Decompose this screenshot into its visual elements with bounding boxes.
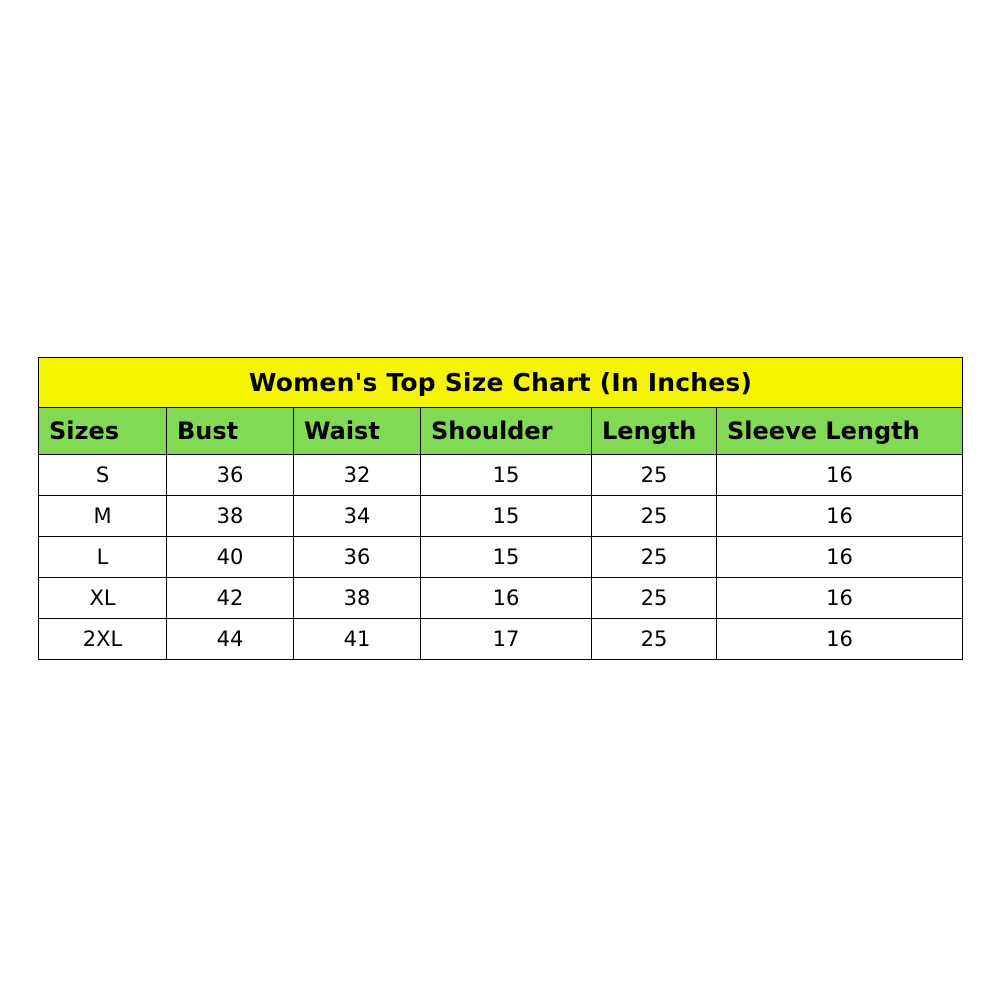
column-header-shoulder: Shoulder	[421, 408, 592, 455]
cell-size: XL	[39, 578, 167, 619]
cell-waist: 38	[294, 578, 421, 619]
cell-sleeve-length: 16	[717, 537, 963, 578]
cell-bust: 36	[167, 455, 294, 496]
table-row	[39, 578, 963, 619]
table-row	[39, 619, 963, 660]
cell-shoulder: 15	[421, 537, 592, 578]
column-header-sizes: Sizes	[39, 408, 167, 455]
column-header-waist: Waist	[294, 408, 421, 455]
cell-size: M	[39, 496, 167, 537]
cell-length: 25	[592, 496, 717, 537]
cell-length: 25	[592, 578, 717, 619]
cell-waist: 36	[294, 537, 421, 578]
cell-size: 2XL	[39, 619, 167, 660]
cell-waist: 32	[294, 455, 421, 496]
column-header-length: Length	[592, 408, 717, 455]
cell-length: 25	[592, 455, 717, 496]
chart-title: Women's Top Size Chart (In Inches)	[39, 358, 963, 408]
cell-sleeve-length: 16	[717, 455, 963, 496]
column-header-bust: Bust	[167, 408, 294, 455]
size-chart-container	[38, 357, 962, 660]
cell-length: 25	[592, 619, 717, 660]
size-chart-table	[38, 357, 963, 660]
cell-shoulder: 16	[421, 578, 592, 619]
cell-bust: 44	[167, 619, 294, 660]
cell-shoulder: 15	[421, 455, 592, 496]
cell-bust: 38	[167, 496, 294, 537]
cell-shoulder: 17	[421, 619, 592, 660]
cell-sleeve-length: 16	[717, 496, 963, 537]
cell-size: S	[39, 455, 167, 496]
cell-length: 25	[592, 537, 717, 578]
cell-size: L	[39, 537, 167, 578]
cell-shoulder: 15	[421, 496, 592, 537]
chart-title-row	[39, 358, 963, 408]
cell-waist: 41	[294, 619, 421, 660]
cell-sleeve-length: 16	[717, 578, 963, 619]
cell-bust: 40	[167, 537, 294, 578]
cell-waist: 34	[294, 496, 421, 537]
table-row	[39, 455, 963, 496]
cell-sleeve-length: 16	[717, 619, 963, 660]
table-header-row	[39, 408, 963, 455]
column-header-sleeve-length: Sleeve Length	[717, 408, 963, 455]
cell-bust: 42	[167, 578, 294, 619]
table-row	[39, 496, 963, 537]
table-row	[39, 537, 963, 578]
